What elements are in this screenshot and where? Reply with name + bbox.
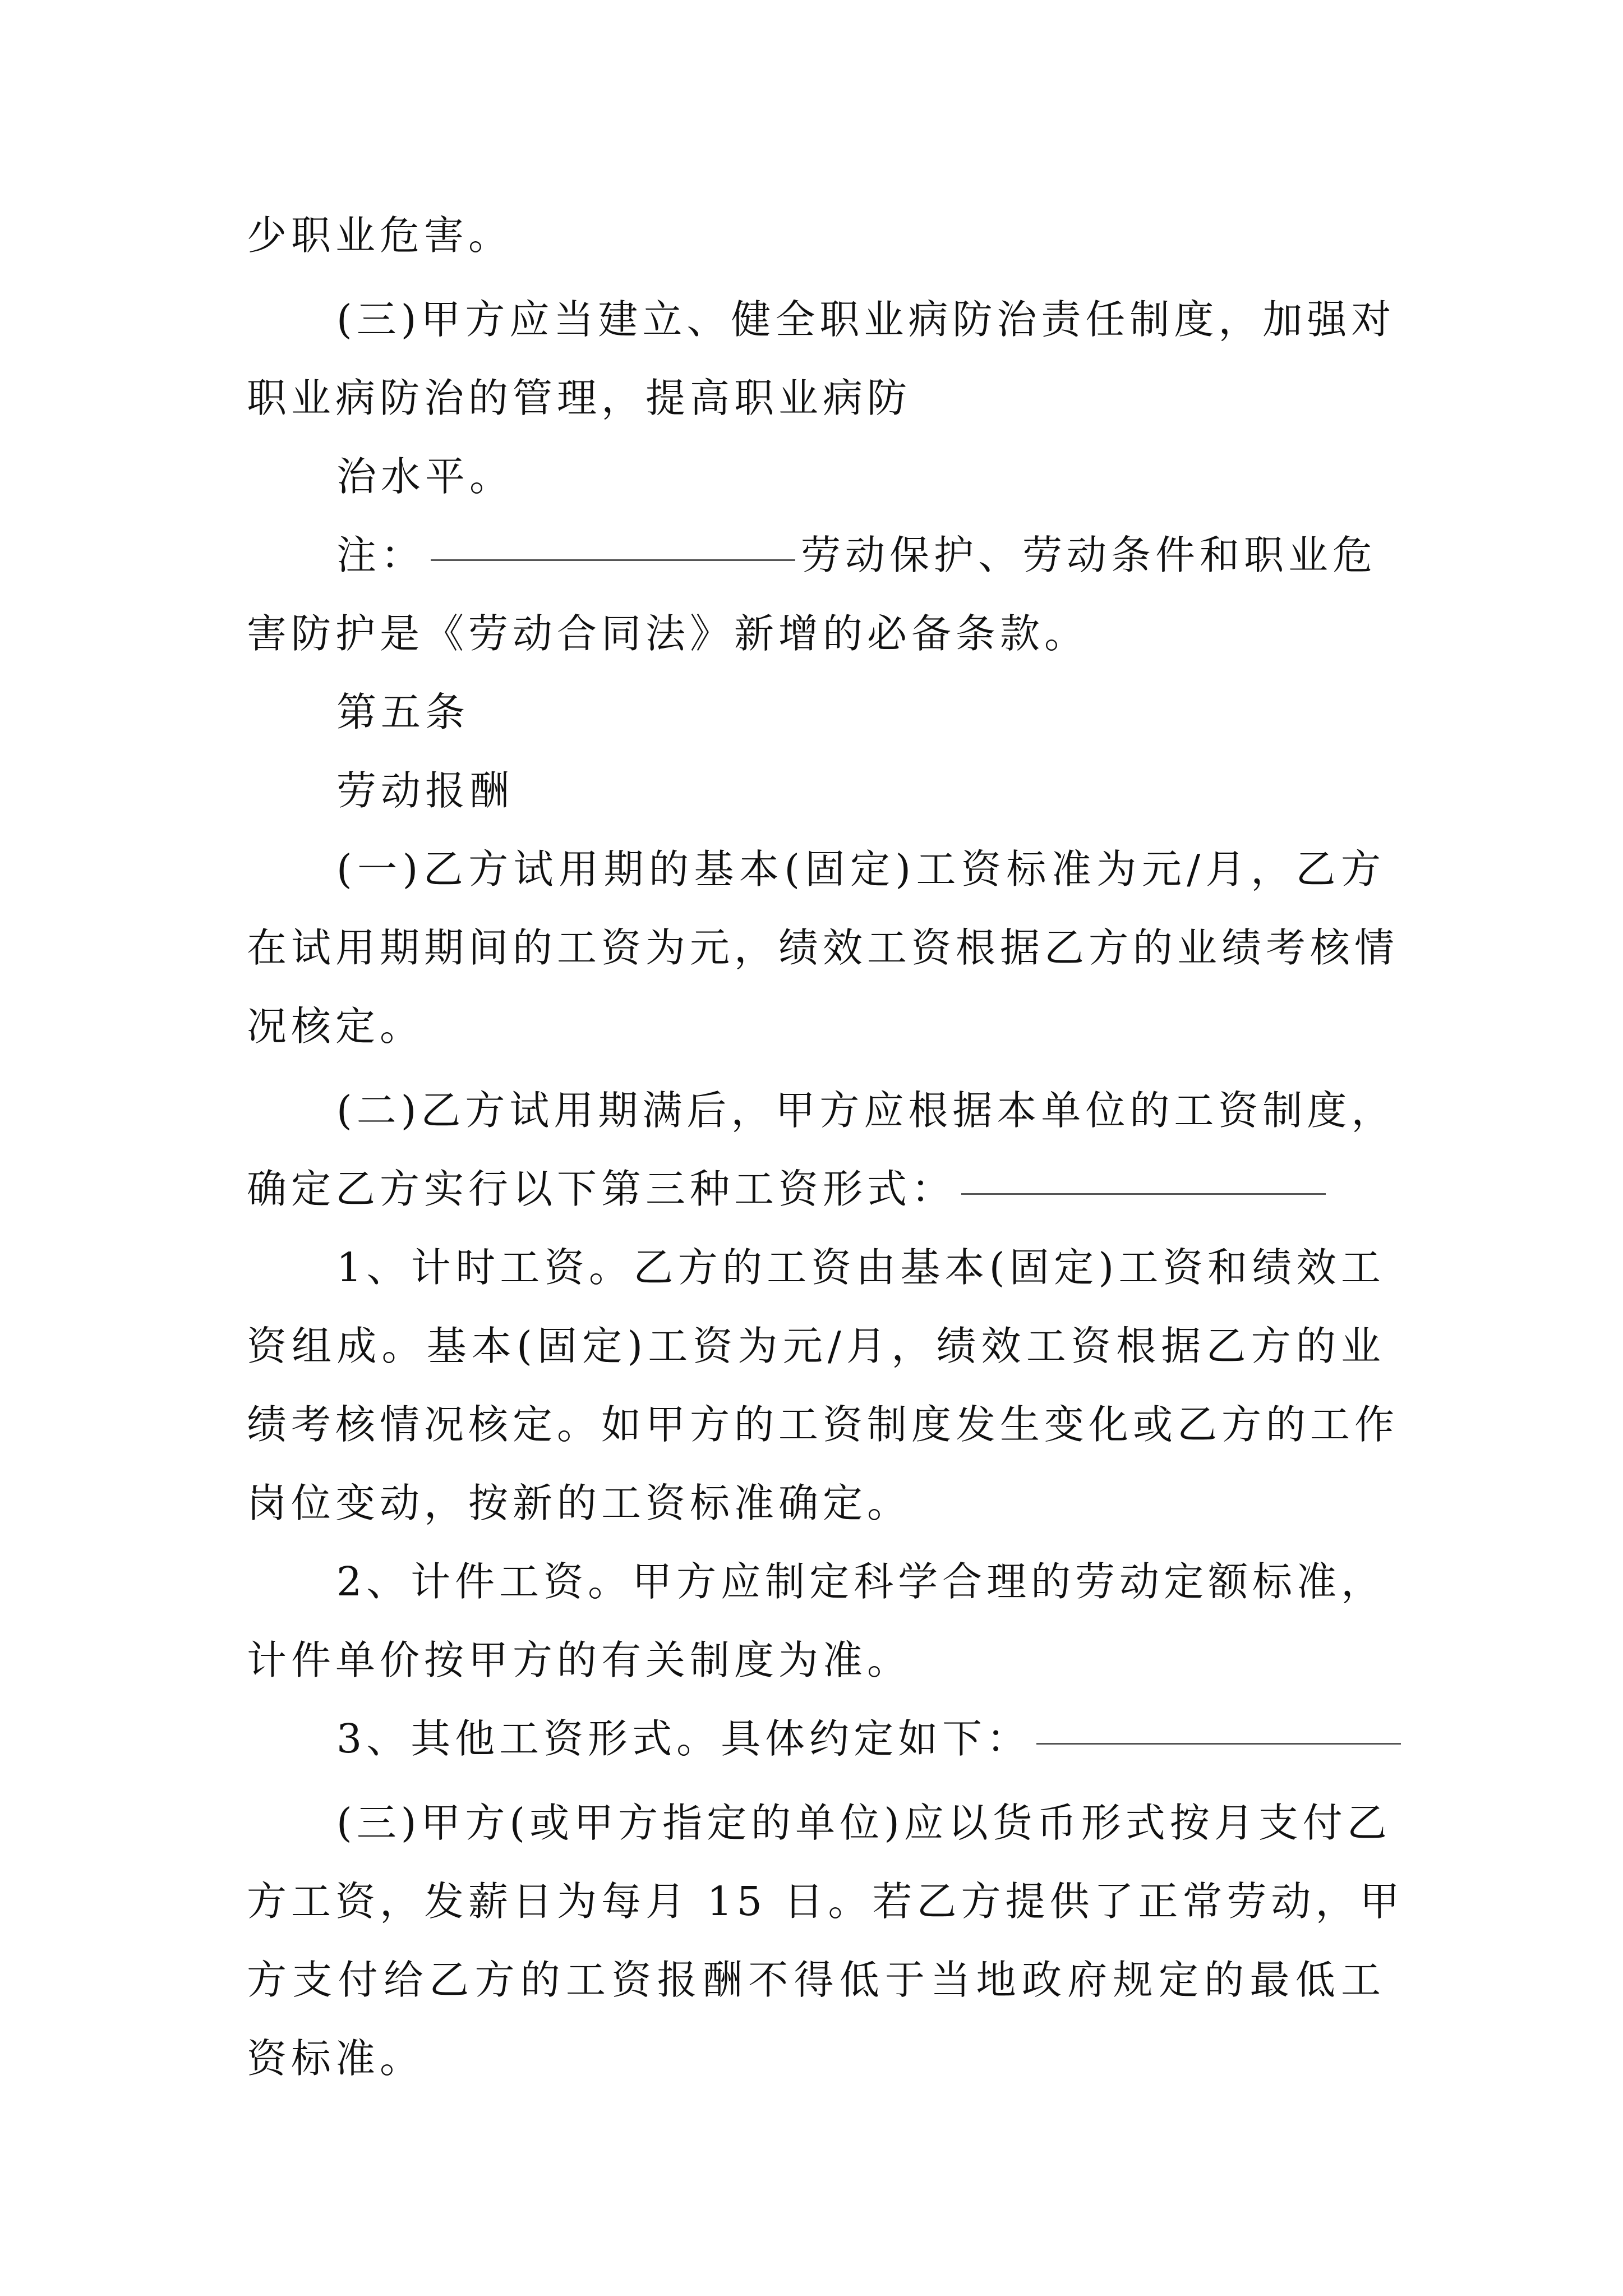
paragraph-line: (三)甲方(或甲方指定的单位)应以货币形式按月支付乙	[336, 1800, 1391, 1846]
paragraph-line: 资组成。基本(固定)工资为元/月，绩效工资根据乙方的业	[247, 1323, 1385, 1369]
paragraph-line: 岗位变动，按新的工资标准确定。	[247, 1480, 912, 1526]
fill-in-blank	[961, 1193, 1326, 1195]
paragraph-line: (一)乙方试用期的基本(固定)工资标准为元/月，乙方	[336, 846, 1385, 892]
paragraph-line: 2、计件工资。甲方应制定科学合理的劳动定额标准，	[336, 1558, 1386, 1605]
paragraph-line: 少职业危害。	[247, 212, 513, 259]
paragraph-line: 方支付给乙方的工资报酬不得低于当地政府规定的最低工	[247, 1957, 1385, 2003]
fill-in-blank	[1036, 1743, 1401, 1745]
paragraph-line: 职业病防治的管理，提高职业病防	[247, 375, 912, 421]
article-title: 劳动报酬	[336, 767, 514, 814]
paragraph-line: 方工资，发薪日为每月 15 日。若乙方提供了正常劳动，甲	[247, 1878, 1404, 1925]
paragraph-line: 资标准。	[247, 2035, 425, 2082]
paragraph-line	[247, 1156, 1385, 1223]
wage-form-text: 确定乙方实行以下第三种工资形式：	[247, 1166, 956, 1212]
paragraph-line	[336, 1705, 1385, 1773]
paragraph-line: (二)乙方试用期满后，甲方应根据本单位的工资制度，	[336, 1087, 1396, 1134]
paragraph-line	[336, 522, 1385, 589]
paragraph-line: 害防护是《劳动合同法》新增的必备条款。	[247, 610, 1089, 657]
fill-in-blank	[431, 559, 795, 561]
paragraph-line: (三)甲方应当建立、健全职业病防治责任制度，加强对	[336, 296, 1396, 343]
note-text: 劳动保护、劳动条件和职业危	[801, 532, 1377, 578]
article-number: 第五条	[336, 689, 470, 735]
paragraph-line: 1、计时工资。乙方的工资由基本(固定)工资和绩效工	[336, 1244, 1385, 1291]
note-label: 注：	[336, 532, 426, 578]
paragraph-line: 计件单价按甲方的有关制度为准。	[247, 1637, 912, 1683]
paragraph-line: 况核定。	[247, 1003, 425, 1050]
paragraph-line: 在试用期期间的工资为元，绩效工资根据乙方的业绩考核情	[247, 924, 1399, 971]
paragraph-line: 绩考核情况核定。如甲方的工资制度发生变化或乙方的工作	[247, 1401, 1399, 1448]
paragraph-line: 治水平。	[336, 453, 514, 500]
other-wage-text: 3、其他工资形式。具体约定如下：	[336, 1715, 1031, 1762]
